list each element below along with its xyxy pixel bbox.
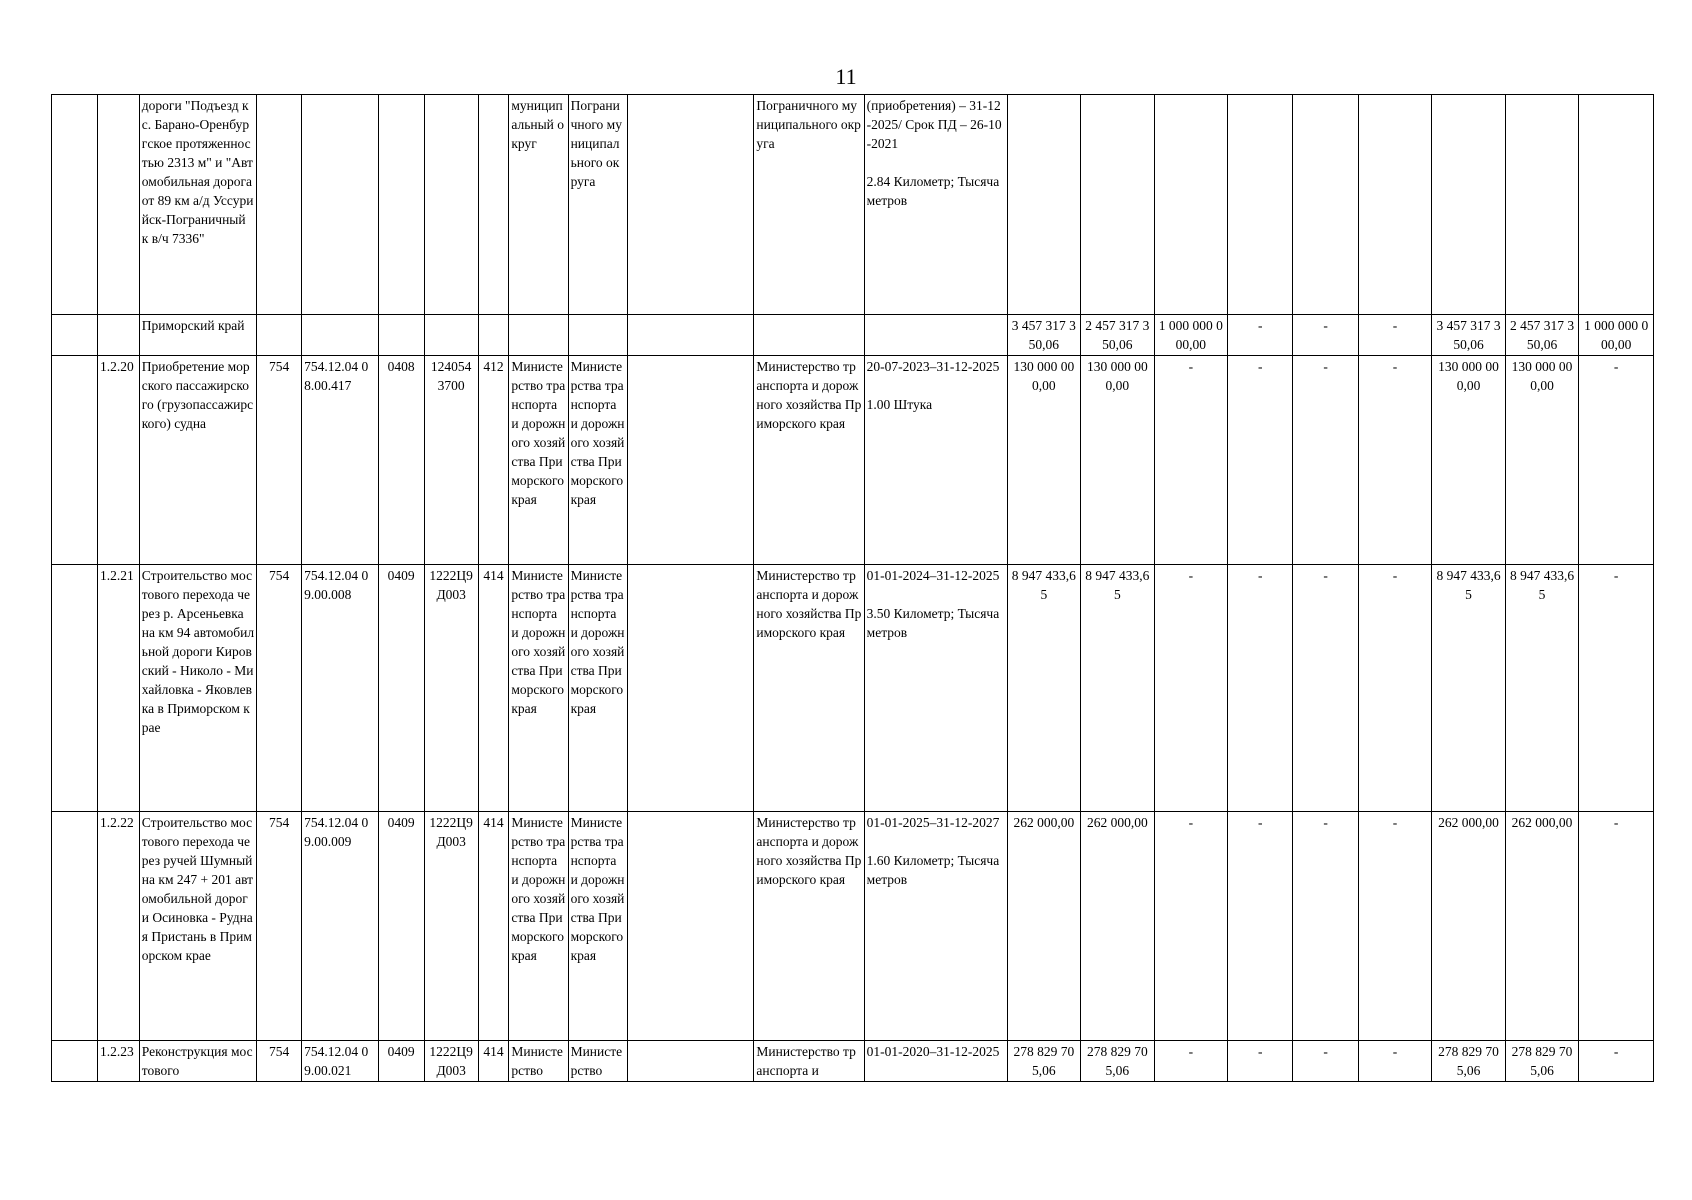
value-1: 8 947 433,65 xyxy=(1007,565,1081,812)
value-6: - xyxy=(1358,812,1432,1041)
object-code xyxy=(302,95,379,315)
value-7: 278 829 705,06 xyxy=(1432,1041,1506,1082)
value-2: 278 829 705,06 xyxy=(1081,1041,1155,1082)
owner: Министерства транспорта и дорожного хозяйства Приморского края xyxy=(568,812,627,1041)
row-empty-cell xyxy=(52,95,98,315)
recipient: Министерство транспорта и xyxy=(754,1041,864,1082)
value-3: 1 000 000 000,00 xyxy=(1154,315,1228,356)
value-9 xyxy=(1579,95,1654,315)
value-8: 278 829 705,06 xyxy=(1505,1041,1579,1082)
table-row xyxy=(52,812,1654,1041)
value-1: 278 829 705,06 xyxy=(1007,1041,1081,1082)
value-5: - xyxy=(1293,812,1358,1041)
value-6: - xyxy=(1358,565,1432,812)
object-name: дороги "Подъезд к с. Барано-Оренбургское протяженностью 2313 м" и "Автомобильная дорога от 89 км а/д Уссурийск-Пограничный к в/ч 7336" xyxy=(139,95,256,315)
empty-cell xyxy=(627,812,754,1041)
expense-type: 414 xyxy=(478,812,509,1041)
value-8: 130 000 000,00 xyxy=(1505,356,1579,565)
customer: Министерство транспорта и дорожного хозяйства Приморского края xyxy=(509,812,568,1041)
value-9: - xyxy=(1579,356,1654,565)
expense-type xyxy=(478,95,509,315)
target-article xyxy=(424,95,478,315)
grbs-code: 754 xyxy=(257,812,302,1041)
period-capacity xyxy=(864,315,1007,356)
target-article: 1222Ц9 Д003 xyxy=(424,812,478,1041)
section-code xyxy=(378,95,424,315)
recipient: Министерство транспорта и дорожного хозяйства Приморского края xyxy=(754,812,864,1041)
period-capacity: 01-01-2020–31-12-2025 xyxy=(864,1041,1007,1082)
empty-cell xyxy=(627,1041,754,1082)
value-6: - xyxy=(1358,1041,1432,1082)
section-code: 0408 xyxy=(378,356,424,565)
customer: муниципальный округ xyxy=(509,95,568,315)
value-7: 262 000,00 xyxy=(1432,812,1506,1041)
value-9: - xyxy=(1579,565,1654,812)
grbs-code: 754 xyxy=(257,1041,302,1082)
expense-type xyxy=(478,315,509,356)
value-3: - xyxy=(1154,356,1228,565)
value-3: - xyxy=(1154,812,1228,1041)
table-row xyxy=(52,565,1654,812)
owner xyxy=(568,315,627,356)
empty-cell xyxy=(627,315,754,356)
value-6: - xyxy=(1358,356,1432,565)
grbs-code xyxy=(257,315,302,356)
object-code: 754.12.04 09.00.009 xyxy=(302,812,379,1041)
target-article: 124054 3700 xyxy=(424,356,478,565)
value-4: - xyxy=(1228,356,1293,565)
value-2: 2 457 317 350,06 xyxy=(1081,315,1155,356)
customer: Министерство xyxy=(509,1041,568,1082)
object-name: Реконструкция мостового xyxy=(139,1041,256,1082)
value-5: - xyxy=(1293,356,1358,565)
value-3: - xyxy=(1154,1041,1228,1082)
table-row xyxy=(52,1041,1654,1082)
page-number: 11 xyxy=(835,64,857,89)
value-6 xyxy=(1358,95,1432,315)
value-4: - xyxy=(1228,315,1293,356)
owner: Министерства транспорта и дорожного хозяйства Приморского края xyxy=(568,565,627,812)
value-1 xyxy=(1007,95,1081,315)
empty-cell xyxy=(627,356,754,565)
value-9: - xyxy=(1579,1041,1654,1082)
value-7: 8 947 433,65 xyxy=(1432,565,1506,812)
value-2 xyxy=(1081,95,1155,315)
expense-type: 414 xyxy=(478,565,509,812)
value-2: 8 947 433,65 xyxy=(1081,565,1155,812)
value-4: - xyxy=(1228,812,1293,1041)
empty-cell xyxy=(627,565,754,812)
value-5: - xyxy=(1293,565,1358,812)
value-1: 130 000 000,00 xyxy=(1007,356,1081,565)
section-code: 0409 xyxy=(378,812,424,1041)
value-8 xyxy=(1505,95,1579,315)
row-empty-cell xyxy=(52,565,98,812)
value-8: 262 000,00 xyxy=(1505,812,1579,1041)
value-4: - xyxy=(1228,1041,1293,1082)
value-5: - xyxy=(1293,315,1358,356)
object-name: Строительство мостового перехода через р. Арсеньевка на км 94 автомобильной дороги Кировский - Николо - Михайловка - Яковлевка в Приморском крае xyxy=(139,565,256,812)
row-number: 1.2.21 xyxy=(97,565,139,812)
value-1: 3 457 317 350,06 xyxy=(1007,315,1081,356)
object-code: 754.12.04 09.00.021 xyxy=(302,1041,379,1082)
row-number: 1.2.20 xyxy=(97,356,139,565)
table-row xyxy=(52,95,1654,315)
value-9: 1 000 000 000,00 xyxy=(1579,315,1654,356)
row-number: 1.2.22 xyxy=(97,812,139,1041)
value-4 xyxy=(1228,95,1293,315)
value-8: 8 947 433,65 xyxy=(1505,565,1579,812)
object-name: Приобретение морского пассажирского (грузопассажирского) судна xyxy=(139,356,256,565)
object-name: Приморский край xyxy=(139,315,256,356)
section-code: 0409 xyxy=(378,565,424,812)
period-capacity: 01-01-2024–31-12-2025 3.50 Километр; Тысяча метров xyxy=(864,565,1007,812)
object-code: 754.12.04 08.00.417 xyxy=(302,356,379,565)
period-capacity: 20-07-2023–31-12-2025 1.00 Штука xyxy=(864,356,1007,565)
target-article: 1222Ц9 Д003 xyxy=(424,1041,478,1082)
grbs-code: 754 xyxy=(257,565,302,812)
value-4: - xyxy=(1228,565,1293,812)
row-number xyxy=(97,95,139,315)
object-name: Строительство мостового перехода через ручей Шумный на км 247 + 201 автомобильной дороги Осиновка - Рудная Пристань в Приморском крае xyxy=(139,812,256,1041)
row-number xyxy=(97,315,139,356)
row-empty-cell xyxy=(52,812,98,1041)
value-2: 130 000 000,00 xyxy=(1081,356,1155,565)
target-article xyxy=(424,315,478,356)
value-7 xyxy=(1432,95,1506,315)
value-2: 262 000,00 xyxy=(1081,812,1155,1041)
value-5: - xyxy=(1293,1041,1358,1082)
recipient: Министерство транспорта и дорожного хозяйства Приморского края xyxy=(754,565,864,812)
customer: Министерство транспорта и дорожного хозяйства Приморского края xyxy=(509,565,568,812)
value-7: 3 457 317 350,06 xyxy=(1432,315,1506,356)
row-empty-cell xyxy=(52,1041,98,1082)
recipient xyxy=(754,315,864,356)
value-3 xyxy=(1154,95,1228,315)
target-article: 1222Ц9 Д003 xyxy=(424,565,478,812)
grbs-code xyxy=(257,95,302,315)
row-empty-cell xyxy=(52,315,98,356)
customer: Министерство транспорта и дорожного хозяйства Приморского края xyxy=(509,356,568,565)
value-3: - xyxy=(1154,565,1228,812)
period-capacity: (приобретения) – 31-12-2025/ Срок ПД – 26-10-2021 2.84 Километр; Тысяча метров xyxy=(864,95,1007,315)
table-row xyxy=(52,356,1654,565)
empty-cell xyxy=(627,95,754,315)
budget-table xyxy=(51,94,1654,1082)
period-capacity: 01-01-2025–31-12-2027 1.60 Километр; Тысяча метров xyxy=(864,812,1007,1041)
value-6: - xyxy=(1358,315,1432,356)
row-number: 1.2.23 xyxy=(97,1041,139,1082)
expense-type: 414 xyxy=(478,1041,509,1082)
value-5 xyxy=(1293,95,1358,315)
recipient: Министерство транспорта и дорожного хозяйства Приморского края xyxy=(754,356,864,565)
expense-type: 412 xyxy=(478,356,509,565)
section-code: 0409 xyxy=(378,1041,424,1082)
object-code: 754.12.04 09.00.008 xyxy=(302,565,379,812)
owner: Министерства транспорта и дорожного хозяйства Приморского края xyxy=(568,356,627,565)
object-code xyxy=(302,315,379,356)
value-8: 2 457 317 350,06 xyxy=(1505,315,1579,356)
value-1: 262 000,00 xyxy=(1007,812,1081,1041)
section-code xyxy=(378,315,424,356)
table-row xyxy=(52,315,1654,356)
owner: Пограничного муниципального округа xyxy=(568,95,627,315)
grbs-code: 754 xyxy=(257,356,302,565)
value-9: - xyxy=(1579,812,1654,1041)
customer xyxy=(509,315,568,356)
recipient: Пограничного муниципального округа xyxy=(754,95,864,315)
owner: Министерство xyxy=(568,1041,627,1082)
value-7: 130 000 000,00 xyxy=(1432,356,1506,565)
row-empty-cell xyxy=(52,356,98,565)
